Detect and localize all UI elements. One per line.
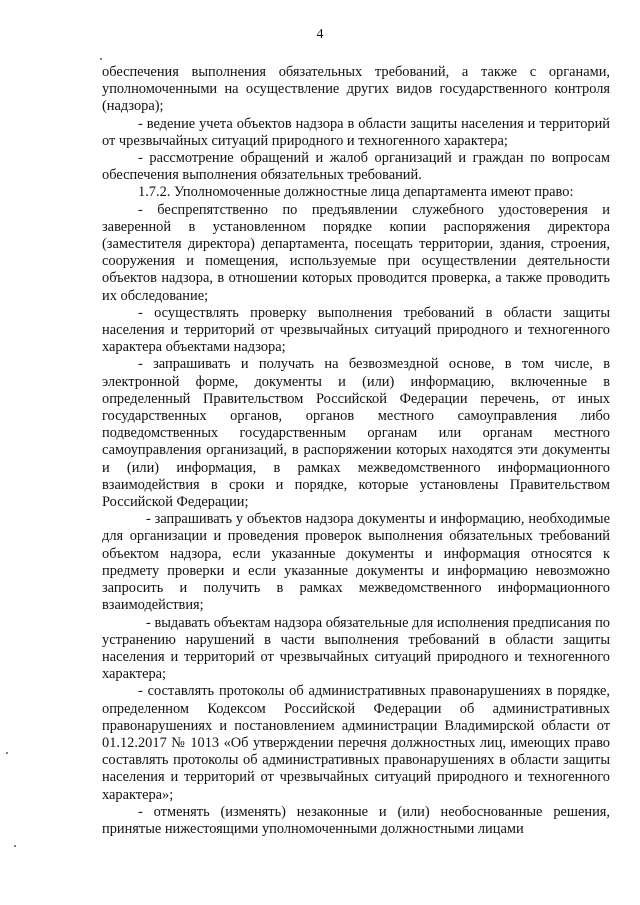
paragraph-protocols-right: - составлять протоколы об административных правонарушениях в порядке, определенном Кодексом Российской Федерации об административных правонарушениях и постановлением администрации Владимирской области от 01.12.2017 № 1013 «Об утверждении перечня должностных лиц, имеющих право составлять протоколы об административных правонарушениях в области защиты населения и территорий от чрезвычайных ситуаций природного и техногенного характера»; [102, 683, 610, 803]
paragraph-request-info-right: - запрашивать и получать на безвозмездной основе, в том числе, в электронной форме, документы и (или) информацию, включенные в определенный Правительством Российской Федерации перечень, от иных государственных органов, органов местного самоуправления либо подведомственных государственным органам или органам местного самоуправления организаций, в распоряжении которых находятся эти документы и (или) информация, в рамках межведомственного информационного взаимодействия в сроки и порядке, которые установлены Правительством Российской Федерации; [102, 356, 610, 511]
paragraph-complaints-item: - рассмотрение обращений и жалоб организаций и граждан по вопросам обеспечения выполнения обязательных требований. [102, 150, 610, 184]
paragraph-inspection-right: - осуществлять проверку выполнения требований в области защиты населения и территорий от чрезвычайных ситуаций природного и техногенного характера объектами надзора; [102, 304, 610, 356]
scan-artifact [14, 845, 16, 847]
document-body [102, 64, 610, 838]
page-number: 4 [316, 27, 324, 42]
paragraph-request-documents-right: - запрашивать у объектов надзора документы и информацию, необходимые для организации и проведения проверок выполнения обязательных требований объектом надзора, если указанные документы и информация относятся к предмету проверки и если указанные документы и информацию невозможно запросить и получить в рамках межведомственного информационного взаимодействия; [102, 511, 610, 614]
scan-artifact [100, 58, 102, 60]
paragraph-cancel-decisions-right: - отменять (изменять) незаконные и (или) необоснованные решения, принятые нижестоящими уполномоченными должностными лицами [102, 803, 610, 837]
paragraph-issue-orders-right: - выдавать объектам надзора обязательные для исполнения предписания по устранению нарушений в части выполнения требований в области защиты населения и территорий от чрезвычайных ситуаций природного и техногенного характера; [102, 614, 610, 683]
paragraph-continuation: обеспечения выполнения обязательных требований, а также с органами, уполномоченными на осуществление других видов государственного контроля (надзора); [102, 64, 610, 115]
section-heading-1-7-2: 1.7.2. Уполномоченные должностные лица департамента имеют право: [138, 184, 574, 201]
paragraph-access-right: - беспрепятственно по предъявлении служебного удостоверения и заверенной в установленном порядке копии распоряжения директора (заместителя директора) департамента, посещать территории, здания, строения, сооружения и помещения, используемые при осуществлении деятельности объектов надзора, в отношении которых проводится проверка, а также проводить их обследование; [102, 201, 610, 304]
scan-artifact [6, 752, 8, 754]
paragraph-registry-item: - ведение учета объектов надзора в области защиты населения и территорий от чрезвычайных ситуаций природного и техногенного характера; [102, 115, 610, 149]
